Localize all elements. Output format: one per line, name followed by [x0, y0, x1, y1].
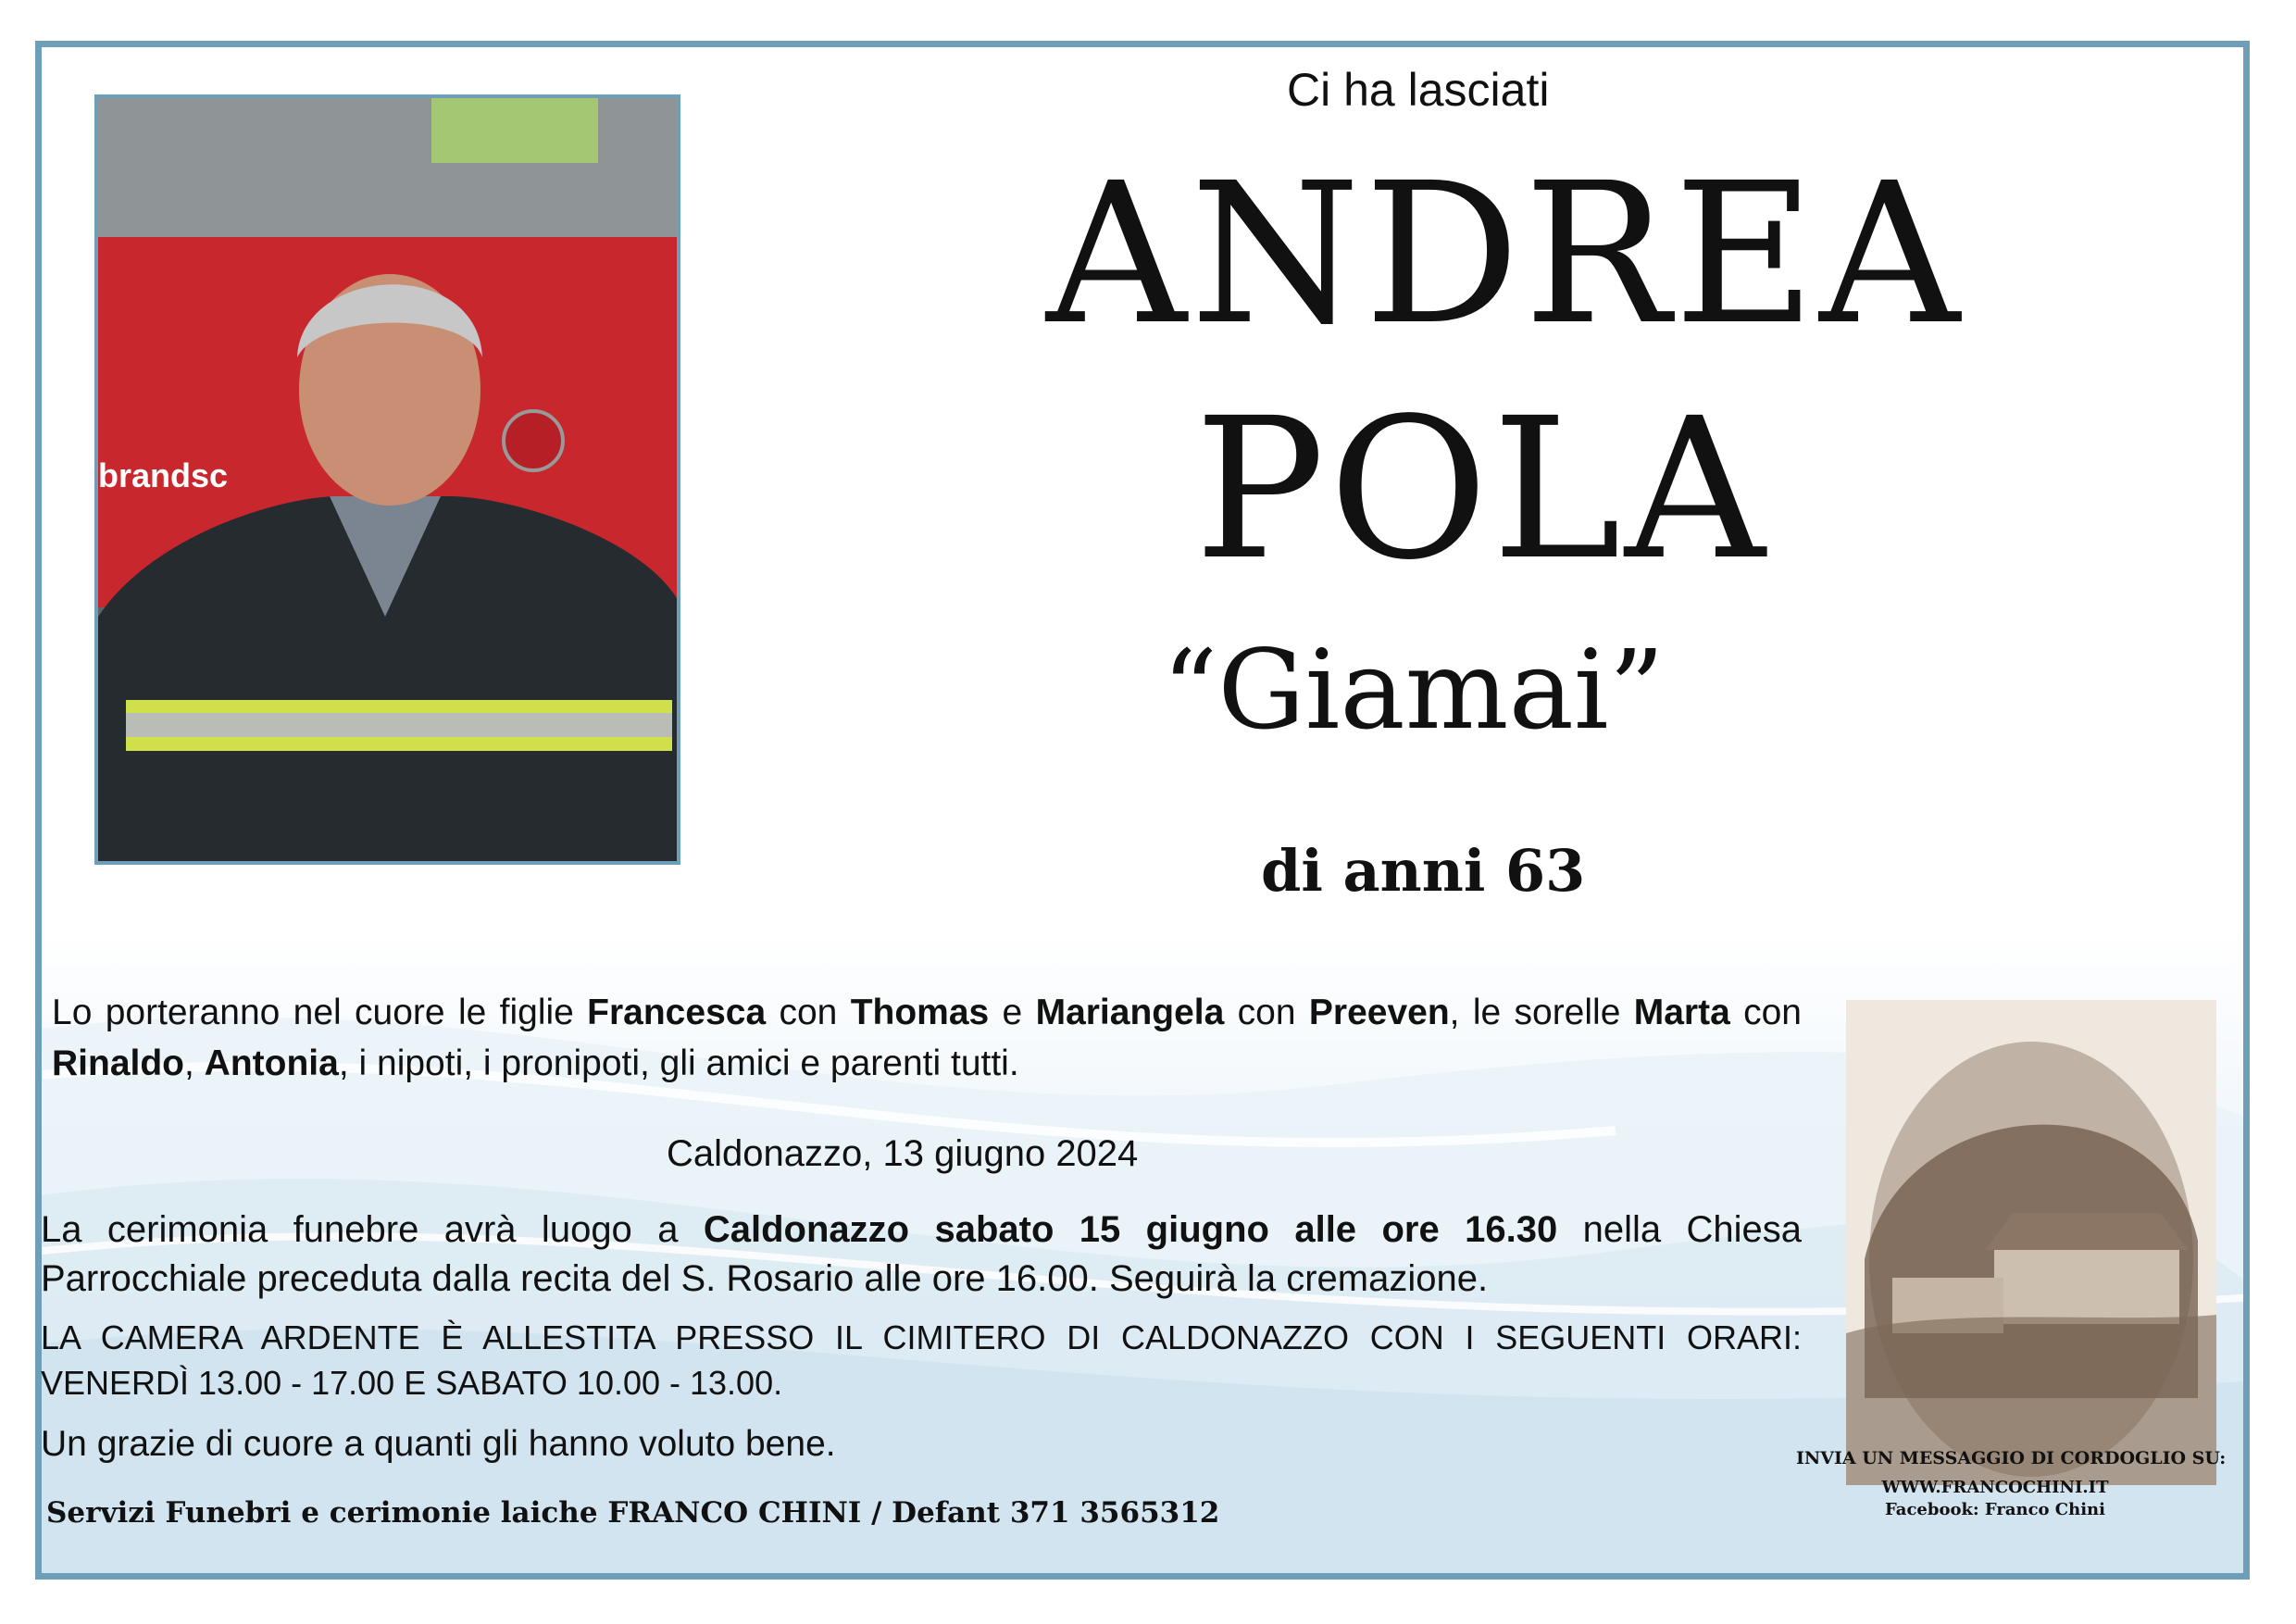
- family-name: Francesca: [587, 993, 767, 1032]
- family-text: Lo porteranno nel cuore le figlie: [52, 993, 588, 1032]
- ceremony-text: nella Chiesa Parrocchiale preceduta dalla recita del S. Rosario alle ore 16.00. Seguirà la cremazione.: [41, 1209, 1802, 1299]
- intro-text: Ci ha lasciati: [1287, 64, 1550, 116]
- condolence-facebook[interactable]: Facebook: Franco Chini: [1885, 1500, 2105, 1519]
- ceremony-bold: Caldonazzo sabato 15 giugno alle ore 16.30: [703, 1209, 1558, 1250]
- place-date: Caldonazzo, 13 giugno 2024: [667, 1133, 1139, 1174]
- photo-logo-text: brandsc: [98, 456, 229, 494]
- family-name: Rinaldo: [52, 1043, 184, 1083]
- age-text: di anni 63: [1261, 837, 1586, 905]
- family-paragraph: [52, 987, 1802, 1089]
- family-text: , le sorelle: [1449, 993, 1634, 1032]
- family-text: con: [1224, 993, 1309, 1032]
- ceremony-text: La cerimonia funebre avrà luogo a: [41, 1209, 704, 1250]
- thanks-line: Un grazie di cuore a quanti gli hanno voluto bene.: [41, 1424, 836, 1464]
- landscape-photo: [1846, 1000, 2216, 1485]
- family-name: Antonia: [204, 1043, 339, 1083]
- first-name: ANDREA: [1046, 141, 1964, 368]
- family-text: con: [766, 993, 851, 1032]
- family-text: con: [1729, 993, 1802, 1032]
- family-name: Mariangela: [1035, 993, 1225, 1032]
- family-name: Marta: [1633, 993, 1730, 1032]
- family-text: ,: [184, 1043, 205, 1083]
- portrait-photo: [94, 94, 680, 865]
- condolence-heading: INVIA UN MESSAGGIO DI CORDOGLIO SU:: [1796, 1448, 2227, 1468]
- last-name: POLA: [1194, 376, 1769, 603]
- funeral-service-footer: Servizi Funebri e cerimonie laiche FRANCO CHINI / Defant 371 3565312: [46, 1496, 1220, 1530]
- ceremony-paragraph: [41, 1206, 1802, 1304]
- family-name: Preeven: [1308, 993, 1450, 1032]
- viewing-paragraph: LA CAMERA ARDENTE È ALLESTITA PRESSO IL CIMITERO DI CALDONAZZO CON I SEGUENTI ORARI: VENERDÌ 13.00 - 17.00 E SABATO 10.00 - 13.00.: [41, 1318, 1802, 1402]
- condolence-website[interactable]: WWW.FRANCOCHINI.IT: [1881, 1478, 2109, 1497]
- family-text: , i nipoti, i pronipoti, gli amici e parenti tutti.: [338, 1043, 1019, 1083]
- nickname: “Giamai”: [1162, 626, 1665, 754]
- family-text: e: [989, 993, 1036, 1032]
- family-name: Thomas: [850, 993, 990, 1032]
